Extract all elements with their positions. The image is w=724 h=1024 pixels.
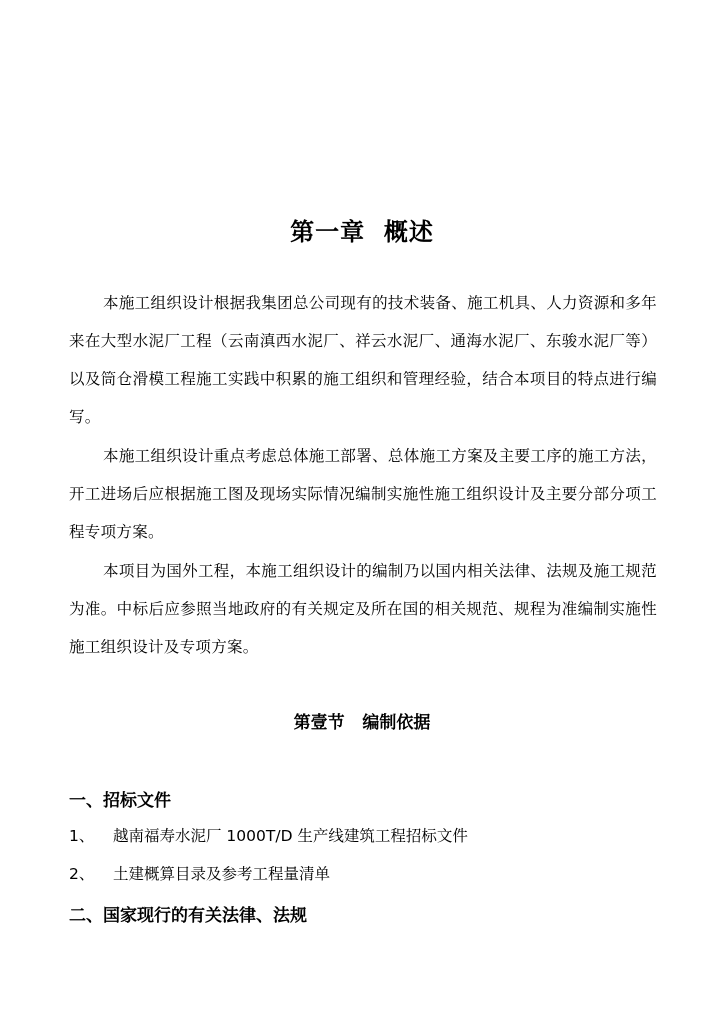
list-item-number: 2、 <box>69 865 95 883</box>
list-item <box>69 824 468 846</box>
list-item <box>69 862 330 884</box>
list-item-number: 1、 <box>69 827 95 845</box>
chapter-title: 第一章 概述 <box>290 218 434 246</box>
intro-paragraph-1: 本施工组织设计根据我集团总公司现有的技术装备、施工机具、人力资源和多年来在大型水泥厂工程（云南滇西水泥厂、祥云水泥厂、通海水泥厂、东骏水泥厂等）以及筒仓滑模工程施工实践中积累的施工组织和管理经验，结合本项目的特点进行编写。 <box>69 294 657 426</box>
subsection-heading-tender-documents: 一、招标文件 <box>69 791 171 811</box>
intro-paragraph-3: 本项目为国外工程，本施工组织设计的编制乃以国内相关法律、法规及施工规范为准。中标后应参照当地政府的有关规定及所在国的相关规范、规程为准编制实施性施工组织设计及专项方案。 <box>69 562 657 656</box>
section-title: 第壹节 编制依据 <box>293 713 431 733</box>
subsection-heading-national-laws: 二、国家现行的有关法律、法规 <box>69 906 307 926</box>
intro-paragraph-2: 本施工组织设计重点考虑总体施工部署、总体施工方案及主要工序的施工方法，开工进场后应根据施工图及现场实际情况编制实施性施工组织设计及主要分部分项工程专项方案。 <box>69 447 657 541</box>
list-item-text: 越南福寿水泥厂 1000T/D 生产线建筑工程招标文件 <box>113 827 468 845</box>
list-item-text: 土建概算目录及参考工程量清单 <box>113 865 331 883</box>
